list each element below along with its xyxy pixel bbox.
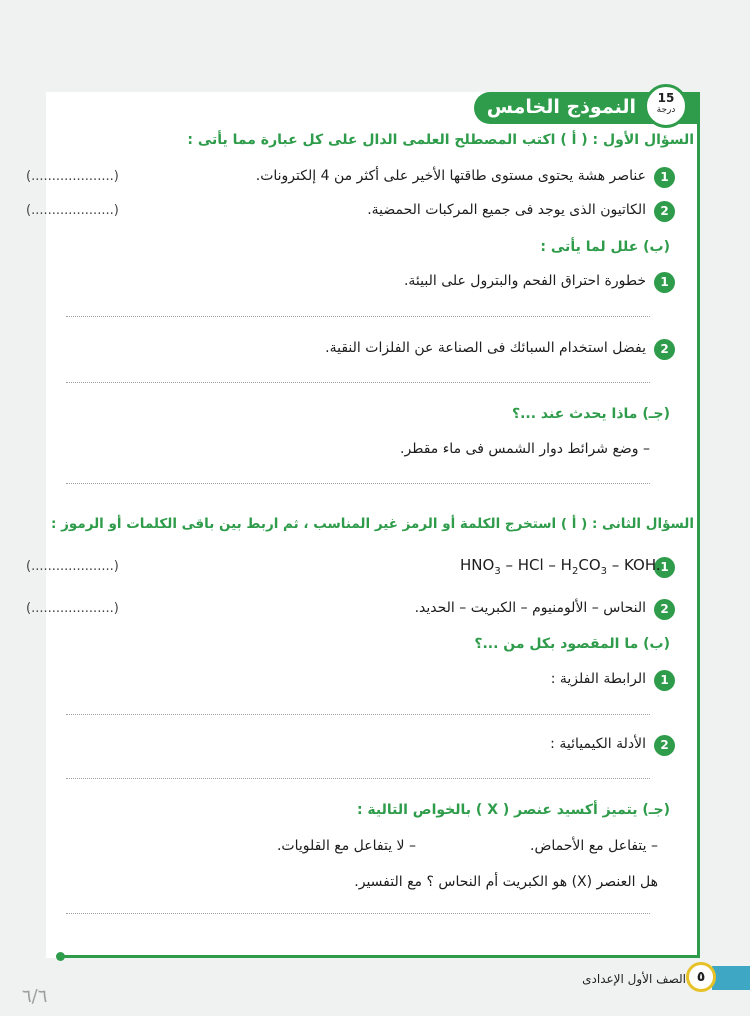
page-tab	[712, 966, 750, 990]
score-value: 15	[657, 91, 675, 105]
q1b-heading: (ب) علل لما يأتى :	[540, 239, 670, 255]
formula-end: – KOH.	[607, 556, 661, 574]
q2b-item1-number: 1	[654, 670, 675, 691]
formula-mid: – HCl – H	[500, 556, 572, 574]
q2b-item1-answer-line[interactable]	[66, 714, 650, 715]
q2b-heading: (ب) ما المقصود بكل من ...؟	[474, 636, 670, 652]
q1a-item1-answer-blank[interactable]: (....................)	[26, 169, 119, 184]
q2c-answer-line[interactable]	[66, 913, 650, 914]
q2b-item1-text: الرابطة الفلزية :	[550, 671, 646, 687]
formula-sub: 2	[571, 566, 579, 577]
page-count-note: ٦/٦	[22, 986, 48, 1007]
formula-sub: 3	[494, 566, 501, 577]
q2b-item2-text: الأدلة الكيميائية :	[550, 736, 646, 752]
frame-bottom-border	[60, 955, 700, 958]
q1c-answer-line[interactable]	[66, 483, 650, 484]
q2a-item2-number: 2	[654, 599, 675, 620]
q2-heading: السؤال الثانى : ( أ ) استخرج الكلمة أو الرمز غير المناسب ، ثم اربط بين باقى الكلمات أو الرموز :	[51, 516, 694, 532]
q1b-item1-number: 1	[654, 272, 675, 293]
q1b-item1-text: خطورة احتراق الفحم والبترول على البيئة.	[403, 273, 646, 289]
q1b-item1-answer-line[interactable]	[66, 316, 650, 317]
q2c-question: هل العنصر (X) هو الكبريت أم النحاس ؟ مع التفسير.	[354, 874, 658, 890]
q1a-item2-number: 2	[654, 201, 675, 222]
q2a-item1-formula	[460, 556, 661, 577]
q1a-item2-answer-blank[interactable]: (....................)	[26, 203, 119, 218]
q1a-item1-text: عناصر هشة يحتوى مستوى طاقتها الأخير على أكثر من 4 إلكترونات.	[255, 168, 646, 184]
q2a-item2-answer-blank[interactable]: (....................)	[26, 601, 119, 616]
q2b-item2-answer-line[interactable]	[66, 778, 650, 779]
score-unit: درجة	[656, 105, 676, 115]
q2b-item2-number: 2	[654, 735, 675, 756]
q2a-item1-answer-blank[interactable]: (....................)	[26, 559, 119, 574]
q1a-item2-text: الكاتيون الذى يوجد فى جميع المركبات الحمضية.	[367, 202, 646, 218]
q2c-property-2: – لا يتفاعل مع القلويات.	[276, 838, 416, 854]
model-title: النموذج الخامس	[486, 96, 636, 118]
q2c-property-1: – يتفاعل مع الأحماض.	[530, 838, 658, 854]
formula-sub: 3	[600, 566, 607, 577]
q2a-item2-text: النحاس – الألومنيوم – الكبريت – الحديد.	[414, 600, 646, 616]
model-header	[474, 92, 700, 124]
q1b-item2-text: يفضل استخدام السبائك فى الصناعة عن الفلزات النقية.	[325, 340, 646, 356]
formula-co: CO	[578, 556, 601, 574]
q1-heading: السؤال الأول : ( أ ) اكتب المصطلح العلمى الدال على كل عبارة مما يأتى :	[187, 132, 694, 148]
formula-hno3: HNO	[460, 556, 495, 574]
grade-label: الصف الأول الإعدادى	[582, 972, 686, 986]
q1c-item: – وضع شرائط دوار الشمس فى ماء مقطر.	[400, 441, 650, 457]
q1a-item1-number: 1	[654, 167, 675, 188]
frame-right-border	[697, 124, 700, 958]
q2c-heading: (جـ) يتميز أكسيد عنصر ( X ) بالخواص التالية :	[356, 802, 670, 818]
score-badge	[644, 84, 688, 128]
q1b-item2-number: 2	[654, 339, 675, 360]
q1b-item2-answer-line[interactable]	[66, 382, 650, 383]
frame-corner-dot	[56, 952, 65, 961]
q2a-item1-number: 1	[654, 557, 675, 578]
q1c-heading: (جـ) ماذا يحدث عند ...؟	[511, 406, 670, 422]
page-number: ٥	[686, 962, 716, 992]
